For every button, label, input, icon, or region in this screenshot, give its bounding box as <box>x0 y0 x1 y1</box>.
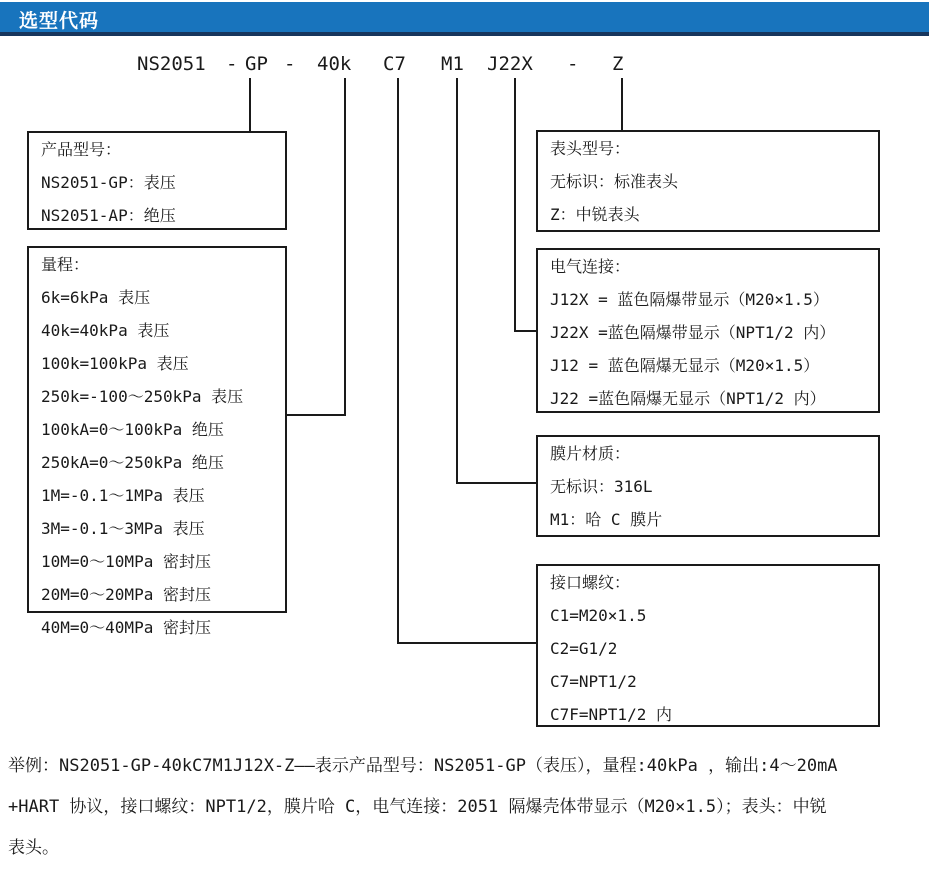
box-item: C2=G1/2 <box>550 639 618 658</box>
example-line: 举例：NS2051-GP-40kC7M1J12X-Z——表示产品型号：NS2051-GP（表压），量程:40kPa ，输出:4～20mA <box>8 756 838 776</box>
box-item: 40k=40kPa 表压 <box>41 321 170 340</box>
box-electrical <box>536 248 880 413</box>
code-segment-dash-1: - <box>226 53 238 75</box>
box-item: C7=NPT1/2 <box>550 672 637 691</box>
connector-m1-vertical <box>456 78 458 484</box>
page-title: 选型代码 <box>19 11 100 32</box>
box-item: M1：哈 C 膜片 <box>550 510 663 529</box>
connector-j22x-vertical <box>514 78 516 332</box>
box-product-model <box>27 131 287 230</box>
box-item: 6k=6kPa 表压 <box>41 288 151 307</box>
box-item: 10M=0～10MPa 密封压 <box>41 552 211 571</box>
model-code <box>0 53 929 79</box>
box-item: 3M=-0.1～3MPa 表压 <box>41 519 205 538</box>
connector-c7-vertical <box>397 78 399 644</box>
box-item: J22X =蓝色隔爆带显示（NPT1/2 内） <box>550 323 836 342</box>
code-segment-diaphragm: M1 <box>441 53 464 75</box>
box-title: 膜片材质： <box>550 444 631 463</box>
connector-j22x-horizontal <box>514 330 538 332</box>
box-title: 表头型号： <box>550 139 631 158</box>
code-segment-range: 40k <box>317 53 352 75</box>
box-display-head <box>536 130 880 232</box>
box-item: 100k=100kPa 表压 <box>41 354 189 373</box>
connector-m1-horizontal <box>456 482 538 484</box>
box-item: 无标识：标准表头 <box>550 172 679 191</box>
code-segment-head: Z <box>612 53 624 75</box>
box-item: 250k=-100～250kPa 表压 <box>41 387 244 406</box>
code-segment-model: NS2051 <box>137 53 206 75</box>
box-title: 产品型号： <box>41 140 122 159</box>
code-segment-dash-2: - <box>284 53 296 75</box>
example-line: 表头。 <box>8 838 59 858</box>
box-item: J12X = 蓝色隔爆带显示（M20×1.5） <box>550 290 829 309</box>
code-segment-dash-3: - <box>567 53 579 75</box>
connector-gp-vertical <box>249 78 251 133</box>
box-item: Z：中锐表头 <box>550 205 640 224</box>
header-underline <box>0 32 929 36</box>
example-paragraph <box>8 746 923 869</box>
box-item: C1=M20×1.5 <box>550 606 647 625</box>
connector-40k-vertical <box>344 78 346 416</box>
box-item: C7F=NPT1/2 内 <box>550 705 672 724</box>
box-item: 250kA=0～250kPa 绝压 <box>41 453 224 472</box>
code-segment-electrical: J22X <box>487 53 533 75</box>
example-line: +HART 协议，接口螺纹：NPT1/2，膜片哈 C，电气连接：2051 隔爆壳体带显示（M20×1.5）；表头：中锐 <box>8 797 827 817</box>
box-thread <box>536 564 880 727</box>
box-diaphragm <box>536 435 880 537</box>
code-segment-gp: GP <box>245 53 268 75</box>
box-item: 1M=-0.1～1MPa 表压 <box>41 486 205 505</box>
connector-c7-horizontal <box>397 642 538 644</box>
box-item: 40M=0～40MPa 密封压 <box>41 618 211 637</box>
box-item: 20M=0～20MPa 密封压 <box>41 585 211 604</box>
box-item: J22 =蓝色隔爆无显示（NPT1/2 内） <box>550 389 826 408</box>
box-item: 100kA=0～100kPa 绝压 <box>41 420 224 439</box>
box-item: J12 = 蓝色隔爆无显示（M20×1.5） <box>550 356 820 375</box>
connector-40k-horizontal <box>285 414 346 416</box>
box-title: 电气连接： <box>550 257 631 276</box>
connector-z-vertical <box>621 78 623 132</box>
section-header-bar <box>0 2 929 32</box>
code-segment-thread: C7 <box>383 53 406 75</box>
box-item: NS2051-GP：表压 <box>41 173 176 192</box>
box-title: 量程： <box>41 255 90 274</box>
box-title: 接口螺纹： <box>550 573 631 592</box>
box-item: 无标识：316L <box>550 477 653 496</box>
box-item: NS2051-AP：绝压 <box>41 206 176 225</box>
box-range <box>27 246 287 637</box>
